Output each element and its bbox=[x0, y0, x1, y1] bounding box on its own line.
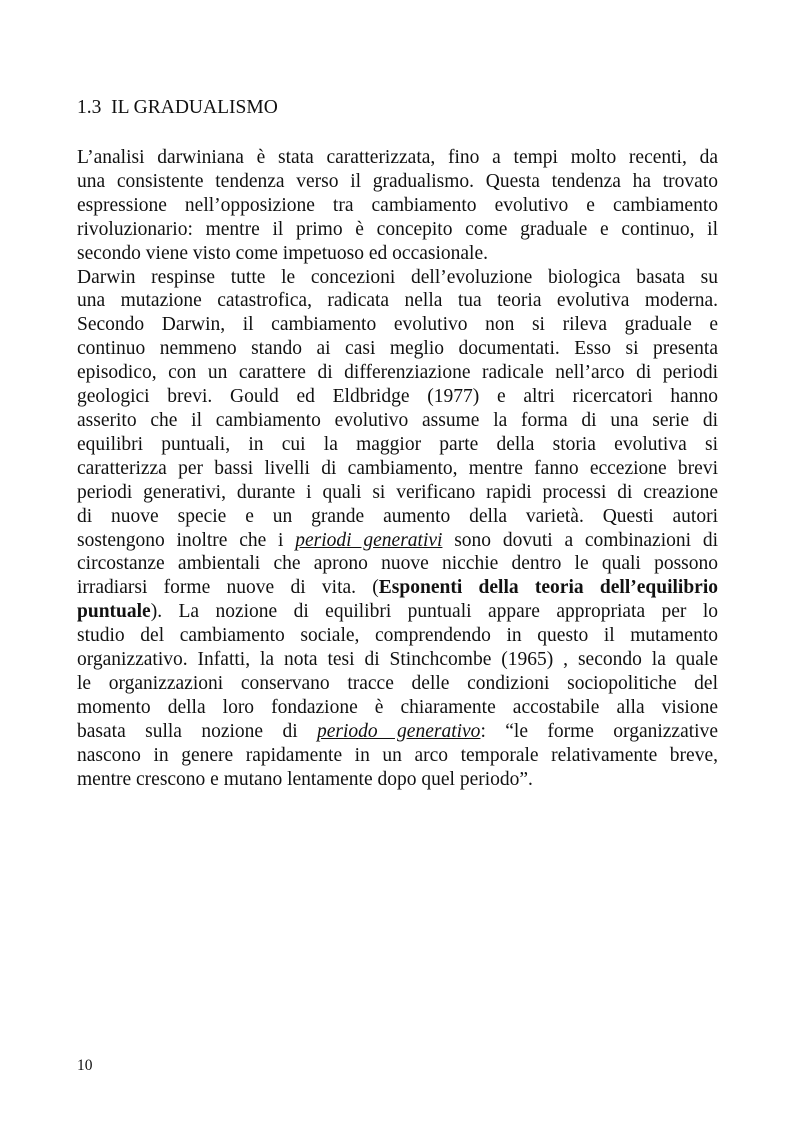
text-line: una mutazione catastrofica, radicata nella tua teoria evolutiva moderna. bbox=[77, 290, 718, 312]
text-line bbox=[77, 720, 718, 744]
bold-note: Esponenti della teoria dell’equilibrio bbox=[378, 577, 718, 599]
emphasis-periodi-generativi: periodi generativi bbox=[295, 529, 443, 551]
text-line bbox=[77, 576, 718, 600]
text-run: basata sulla nozione di bbox=[77, 720, 317, 742]
text-line: periodi generativi, durante i quali si verificano rapidi processi di creazione bbox=[77, 481, 718, 503]
text-run: sostengono inoltre che i bbox=[77, 529, 296, 551]
text-line: mentre crescono e mutano lentamente dopo quel periodo”. bbox=[77, 768, 533, 790]
text-line: di nuove specie e un grande aumento della varietà. Questi autori bbox=[77, 505, 718, 527]
text-line: rivoluzionario: mentre il primo è concepito come graduale e continuo, il bbox=[77, 218, 718, 240]
text-line bbox=[77, 529, 718, 553]
text-line: studio del cambiamento sociale, comprendendo in questo il mutamento bbox=[77, 625, 718, 647]
text-line: geologici brevi. Gould ed Eldbridge (1977) e altri ricercatori hanno bbox=[77, 386, 718, 408]
text-line: episodico, con un carattere di differenziazione radicale nell’arco di periodi bbox=[77, 362, 718, 384]
text-line: espressione nell’opposizione tra cambiamento evolutivo e cambiamento bbox=[77, 194, 718, 216]
text-line: organizzativo. Infatti, la nota tesi di Stinchcombe (1965) , secondo la quale bbox=[77, 649, 718, 671]
text-line: nascono in genere rapidamente in un arco temporale relativamente breve, bbox=[77, 744, 718, 766]
paragraph-intro bbox=[77, 146, 718, 266]
text-line: asserito che il cambiamento evolutivo assume la forma di una serie di bbox=[77, 409, 718, 431]
text-line bbox=[77, 600, 718, 624]
text-line: Darwin respinse tutte le concezioni dell’evoluzione biologica basata su bbox=[77, 266, 718, 288]
text-line: momento della loro fondazione è chiaramente accostabile alla visione bbox=[77, 696, 718, 718]
text-line: una consistente tendenza verso il gradualismo. Questa tendenza ha trovato bbox=[77, 170, 718, 192]
section-heading: 1.3 IL GRADUALISMO bbox=[77, 97, 278, 118]
page-number: 10 bbox=[77, 1057, 93, 1074]
text-line: le organizzazioni conservano tracce delle condizioni sociopolitiche del bbox=[77, 672, 718, 694]
text-line: continuo nemmeno stando ai casi meglio documentati. Esso si presenta bbox=[77, 338, 718, 360]
text-run: sono dovuti a combinazioni di bbox=[442, 529, 718, 551]
text-line: caratterizza per bassi livelli di cambiamento, mentre fanno eccezione brevi bbox=[77, 457, 718, 479]
text-line: equilibri puntuali, in cui la maggior parte della storia evolutiva si bbox=[77, 433, 718, 455]
bold-note: puntuale bbox=[77, 601, 151, 623]
text-line: Secondo Darwin, il cambiamento evolutivo non si rileva graduale e bbox=[77, 314, 718, 336]
emphasis-periodo-generativo: periodo generativo bbox=[317, 720, 481, 742]
body-text bbox=[77, 146, 718, 791]
text-line: circostanze ambientali che aprono nuove nicchie dentro le quali possono bbox=[77, 553, 718, 575]
text-run: : “le forme organizzative bbox=[480, 720, 718, 742]
text-line: secondo viene visto come impetuoso ed occasionale. bbox=[77, 242, 489, 264]
text-run: irradiarsi forme nuove di vita. ( bbox=[77, 577, 379, 599]
paragraph-darwin bbox=[77, 266, 718, 792]
text-run: ). La nozione di equilibri puntuali appare appropriata per lo bbox=[150, 601, 718, 623]
text-line: L’analisi darwiniana è stata caratterizzata, fino a tempi molto recenti, da bbox=[77, 147, 718, 168]
